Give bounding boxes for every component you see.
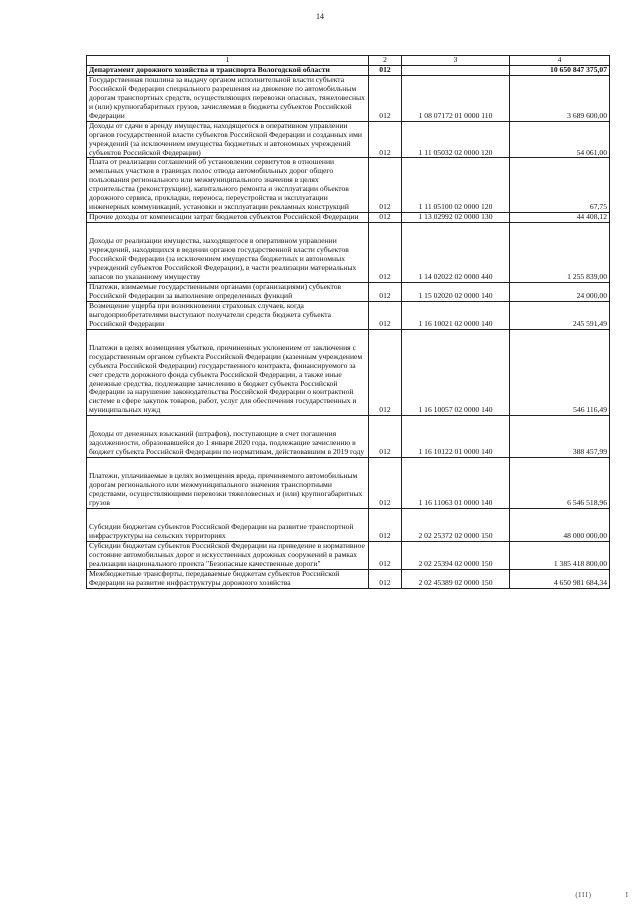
table-row (87, 223, 610, 283)
row-revenue-code: 1 16 10122 01 0000 140 (402, 416, 510, 458)
table-row (87, 569, 610, 588)
header-col-3: 3 (402, 56, 510, 66)
row-revenue-code: 1 16 10021 02 0000 140 (402, 301, 510, 329)
row-admin-code: 012 (369, 458, 402, 509)
table-row (87, 458, 610, 509)
table-row (87, 541, 610, 569)
row-admin-code: 012 (369, 508, 402, 541)
row-name: Доходы от денежных взысканий (штрафов), поступающие в счет погашения задолженности, образовавшейся до 1 января 2020 года, подлежащие зачислению в бюджет субъекта Российской Федерации по нормативам, действовавшим в 2019 году (87, 416, 369, 458)
row-amount: 3 689 600,00 (510, 75, 610, 121)
row-admin-code: 012 (369, 329, 402, 416)
header-col-2: 2 (369, 56, 402, 66)
row-admin-code: 012 (369, 223, 402, 283)
row-revenue-code: 2 02 25372 02 0000 150 (402, 508, 510, 541)
row-amount: 44 408,12 (510, 213, 610, 223)
row-revenue-code: 1 11 05032 02 0000 120 (402, 121, 510, 158)
table-row (87, 282, 610, 301)
row-amount: 4 650 981 684,34 (510, 569, 610, 588)
header-col-1: 1 (87, 56, 369, 66)
row-amount: 388 457,99 (510, 416, 610, 458)
row-admin-code: 012 (369, 75, 402, 121)
table-row (87, 329, 610, 416)
header-col-4: 4 (510, 56, 610, 66)
row-amount: 24 000,00 (510, 282, 610, 301)
department-amount: 10 650 847 375,07 (510, 65, 610, 75)
footer-mark-2: I (625, 891, 628, 899)
row-revenue-code: 1 14 02022 02 0000 440 (402, 223, 510, 283)
row-amount: 1 255 839,00 (510, 223, 610, 283)
table-row (87, 213, 610, 223)
row-admin-code: 012 (369, 541, 402, 569)
table-row (87, 416, 610, 458)
row-admin-code: 012 (369, 569, 402, 588)
row-revenue-code: 2 02 25394 02 0000 150 (402, 541, 510, 569)
row-revenue-code: 1 08 07172 01 0000 110 (402, 75, 510, 121)
row-name: Доходы от реализации имущества, находящегося в оперативном управлении учреждений, находящихся в ведении органов государственной власти субъектов Российской Федерации (за исключением имущества бюджетных и автономных учреждений субъектов Российской Федерации), в части реализации материальных запасов по указанному имуществу (87, 223, 369, 283)
row-name: Прочие доходы от компенсации затрат бюджетов субъектов Российской Федерации (87, 213, 369, 223)
row-admin-code: 012 (369, 213, 402, 223)
row-name: Субсидии бюджетам субъектов Российской Федерации на приведение в нормативное состояние автомобильных дорог и искусственных дорожных сооружений в рамках реализации национального проекта "Безопасные качественные дороги" (87, 541, 369, 569)
row-name: Межбюджетные трансферты, передаваемые бюджетам субъектов Российской Федерации на развитие инфраструктуры дорожного хозяйства (87, 569, 369, 588)
row-revenue-code: 2 02 45389 02 0000 150 (402, 569, 510, 588)
row-admin-code: 012 (369, 301, 402, 329)
table-row (87, 158, 610, 213)
row-amount: 6 546 518,96 (510, 458, 610, 509)
row-amount: 67,75 (510, 158, 610, 213)
table-row (87, 121, 610, 158)
table-header-row (87, 56, 610, 66)
row-amount: 1 385 418 800,00 (510, 541, 610, 569)
row-revenue-code: 1 16 11063 01 0000 140 (402, 458, 510, 509)
row-name: Возмещение ущерба при возникновении страховых случаев, когда выгодоприобретателями выступают получатели средств бюджета субъекта Российской Федерации (87, 301, 369, 329)
department-admin-code: 012 (369, 65, 402, 75)
footer-mark: (III) (575, 891, 592, 899)
department-revenue-code (402, 65, 510, 75)
row-name: Платежи, взимаемые государственными органами (организациями) субъектов Российской Федерации за выполнение определенных функций (87, 282, 369, 301)
row-name: Субсидии бюджетам субъектов Российской Федерации на развитие транспортной инфраструктуры на сельских территориях (87, 508, 369, 541)
table-row (87, 75, 610, 121)
department-name: Департамент дорожного хозяйства и транспорта Вологодской области (87, 65, 369, 75)
table-row (87, 508, 610, 541)
row-admin-code: 012 (369, 121, 402, 158)
department-row (87, 65, 610, 75)
row-admin-code: 012 (369, 282, 402, 301)
table-row (87, 301, 610, 329)
row-revenue-code: 1 13 02992 02 0000 130 (402, 213, 510, 223)
row-amount: 245 591,49 (510, 301, 610, 329)
row-revenue-code: 1 16 10057 02 0000 140 (402, 329, 510, 416)
row-revenue-code: 1 11 05100 02 0000 120 (402, 158, 510, 213)
row-name: Доходы от сдачи в аренду имущества, находящегося в оперативном управлении органов государственной власти субъектов Российской Федерации и созданных ими учреждений (за исключением имущества бюджетных и автономных учреждений субъектов Российской Федерации) (87, 121, 369, 158)
row-revenue-code: 1 15 02020 02 0000 140 (402, 282, 510, 301)
row-name: Платежи в целях возмещения убытков, причиненных уклонением от заключения с государственным органом субъекта Российской Федерации (казенным учреждением субъекта Российской Федерации) государственного контракта, финансируемого за счет средств дорожного фонда субъекта Российской Федерации, а также иные денежные средства, подлежащие зачислению в бюджет субъекта Российской Федерации за нарушение законодательства Российской Федерации о контрактной системе в сфере закупок товаров, работ, услуг для обеспечения государственных и муниципальных нужд (87, 329, 369, 416)
revenue-table (86, 55, 610, 589)
page-number: 14 (316, 12, 324, 21)
row-name: Плата от реализации соглашений об установлении сервитутов в отношении земельных участков в границах полос отвода автомобильных дорог общего пользования регионального или межмуниципального значения в целях строительства (реконструкции), капитального ремонта и эксплуатации объектов дорожного сервиса, прокладки, переноса, переустройства и эксплуатации инженерных коммуникаций, установки и эксплуатации рекламных конструкций (87, 158, 369, 213)
row-amount: 48 000 000,00 (510, 508, 610, 541)
row-name: Государственная пошлина за выдачу органом исполнительной власти субъекта Российской Федерации специального разрешения на движение по автомобильным дорогам транспортных средств, осуществляющих перевозки опасных, тяжеловесных и (или) крупногабаритных грузов, зачисляемая в бюджеты субъектов Российской Федерации (87, 75, 369, 121)
row-admin-code: 012 (369, 416, 402, 458)
row-amount: 546 116,49 (510, 329, 610, 416)
row-name: Платежи, уплачиваемые в целях возмещения вреда, причиняемого автомобильным дорогам регионального или межмуниципального значения транспортными средствами, осуществляющими перевозки тяжеловесных и (или) крупногабаритных грузов (87, 458, 369, 509)
row-admin-code: 012 (369, 158, 402, 213)
row-amount: 54 061,00 (510, 121, 610, 158)
